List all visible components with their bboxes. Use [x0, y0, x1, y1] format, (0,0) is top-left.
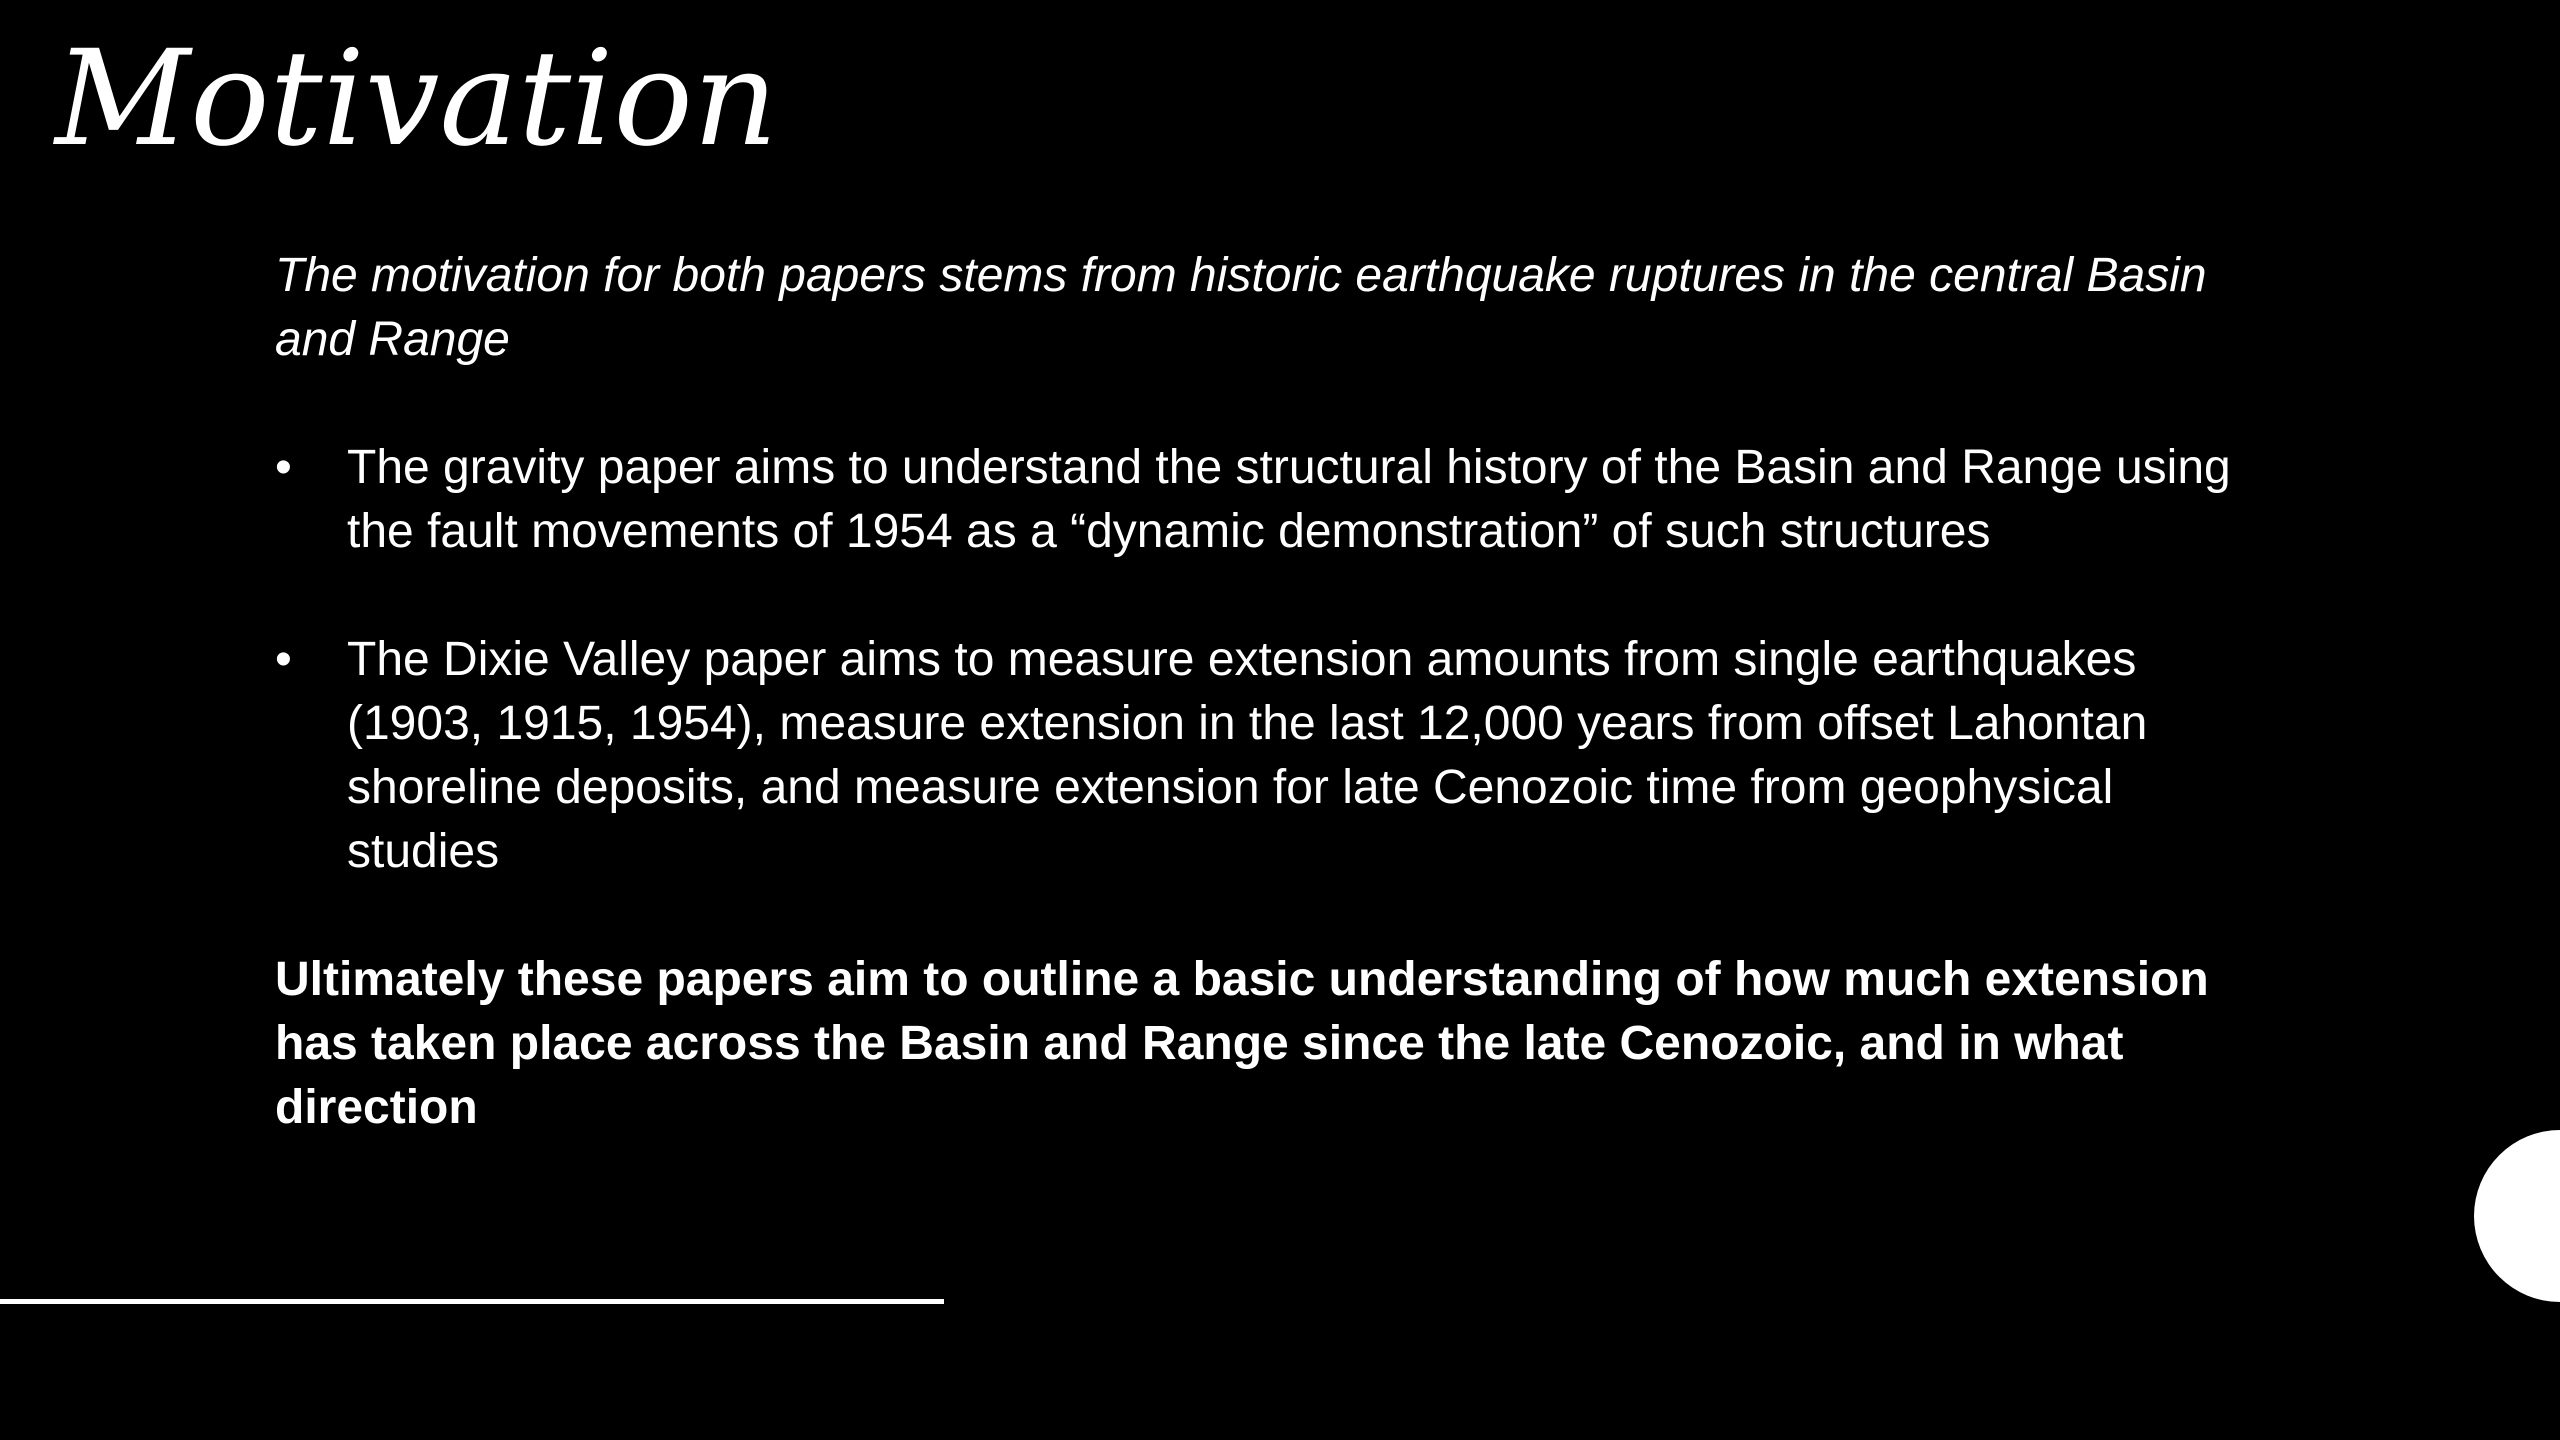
bullet-list [275, 436, 2275, 884]
conclusion-text: Ultimately these papers aim to outline a basic understanding of how much extension has taken place across the Basin and Range since the late Cenozoic, and in what direction [275, 953, 2209, 1134]
bullet-text: The gravity paper aims to understand the structural history of the Basin and Range using the fault movements of 1954 as a “dynamic demonstration” of such structures [347, 441, 2231, 558]
intro-text: The motivation for both papers stems from historic earthquake ruptures in the central Basin and Range [275, 249, 2207, 366]
bullet-item-dixie-valley-paper [275, 628, 2247, 884]
bullet-marker: • [275, 441, 292, 494]
bullet-marker: • [275, 633, 292, 686]
bullet-text: The Dixie Valley paper aims to measure extension amounts from single earthquakes (1903, 1915, 1954), measure extension in the last 12,000 years from offset Lahontan shoreline deposits, and measure extension for late Cenozoic time from geophysical studies [347, 633, 2148, 878]
bullet-item-gravity-paper [275, 436, 2247, 564]
slide-content [275, 244, 2275, 1140]
decorative-divider-line [0, 1299, 944, 1304]
slide-title: Motivation [55, 22, 778, 176]
decorative-circle [2474, 1130, 2560, 1302]
